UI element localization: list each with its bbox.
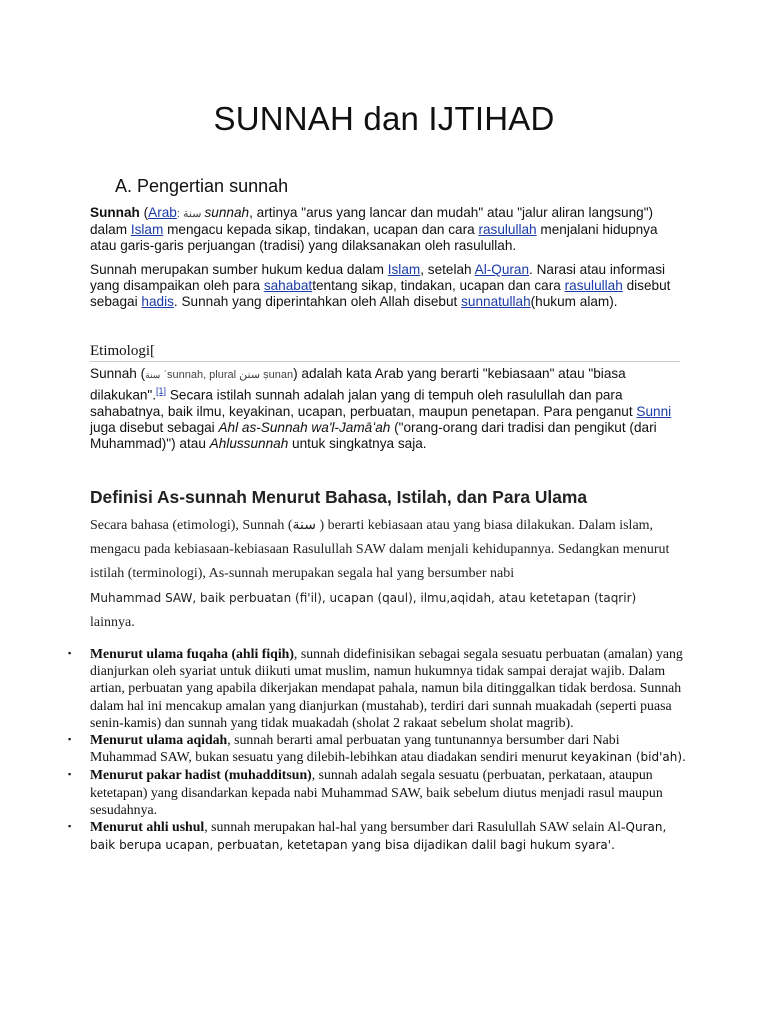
link-sunni[interactable]: Sunni <box>636 403 672 419</box>
text: , artinya "arus yang lancar dan mudah" atau "jalur aliran langsung") dalam <box>90 205 654 237</box>
transliteration: ʾsunnah, plural سنن ṣunan <box>160 369 294 381</box>
list-item-title: Menurut pakar hadist (muhadditsun) <box>90 767 312 783</box>
text: juga disebut sebagai <box>90 419 219 435</box>
text: Sunnah merupakan sumber hukum kedua dalam <box>90 262 388 277</box>
text: Muhammad SAW, baik perbuatan (fi'il), ucapan (qaul), ilmu,aqidah, atau ketetapan (taqrir) <box>90 591 637 605</box>
paragraph-definition <box>90 205 680 254</box>
link-alquran[interactable]: Al-Quran <box>474 262 530 277</box>
text: mengacu kepada sikap, tindakan, ucapan dan cara <box>163 222 479 237</box>
bullet-icon: ▪ <box>68 821 72 832</box>
text: Secara bahasa (etimologi), Sunnah (سنة ) berarti kebiasaan atau yang biasa dilakukan. Dalam islam, mengacu pada kebiasaan-kebiasaan Rasulullah SAW dalam menjali kehidupannya. Sedangkan menurut istilah (terminologi), As-sunnah merupakan segala hal yang bersumber nabi <box>90 518 670 581</box>
text: ("orang-orang dari tradisi dan pengikut (dari Muhammad)") atau <box>90 419 657 451</box>
text: disebut sebagai <box>90 278 671 309</box>
list-item-text: , sunnah adalah segala sesuatu (perbuatan, perkataan, ataupun ketetapan) yang disandarkan kepada nabi Muhammad SAW, baik sebelum diutus menjadi rasul maupun sesudahnya. <box>90 767 663 817</box>
text: tentang sikap, tindakan, ucapan dan cara <box>312 278 565 293</box>
list-item <box>68 818 688 854</box>
list-item <box>68 645 688 731</box>
link-islam-2[interactable]: Islam <box>387 262 421 277</box>
text: , setelah <box>420 262 475 277</box>
text: . Narasi atau informasi yang disampaikan oleh para <box>90 262 666 293</box>
text: (hukum alam). <box>530 294 618 309</box>
arabic-word: سنة <box>145 370 161 380</box>
text: . Sunnah yang diperintahkan oleh Allah disebut <box>173 294 462 309</box>
link-rasulullah[interactable]: rasulullah <box>478 222 537 237</box>
text: ( <box>139 205 149 220</box>
list-item-text: Quran, baik berupa ucapan, perbuatan, ketetapan yang bisa dijadikan dalil bagi hukum syara'. <box>90 820 667 853</box>
text: Sunnah ( <box>90 366 146 381</box>
link-islam[interactable]: Islam <box>130 222 164 237</box>
link-rasulullah-2[interactable]: rasulullah <box>564 278 623 293</box>
list-item-text: , sunnah berarti amal perbuatan yang tuntunannya bersumber dari Nabi Muhammad SAW, bukan sesuatu yang dilebih-lebihkan atau diadakan sendiri menurut <box>90 732 620 765</box>
link-hadis[interactable]: hadis <box>141 294 174 309</box>
list-item-title: Menurut ahli ushul <box>90 819 205 835</box>
text: menjalani hidupnya atau garis-garis perjuangan (tradisi) yang dilaksanakan oleh rasulullah. <box>90 222 658 253</box>
bullet-icon: ▪ <box>68 769 72 780</box>
list-item <box>68 766 688 818</box>
page-title: SUNNAH dan IJTIHAD <box>213 100 555 137</box>
text: ) adalah kata Arab yang berarti "kebiasaan" atau "biasa dilakukan". <box>90 366 626 403</box>
section-heading-pengertian: A. Pengertian sunnah <box>115 176 289 196</box>
bullet-icon: ▪ <box>68 734 72 745</box>
list-item-title: Menurut ulama fuqaha (ahli fiqih) <box>90 646 294 661</box>
arabic-word: : سنة <box>176 208 205 220</box>
etimologi-heading: Etimologi[ <box>90 342 680 362</box>
paragraph-source-of-law <box>90 262 680 310</box>
definition-list <box>68 645 688 854</box>
paragraph-definisi <box>90 514 690 635</box>
list-item-title: Menurut ulama aqidah <box>90 732 228 748</box>
link-arab[interactable]: Arab <box>148 205 177 220</box>
link-sunnatullah[interactable]: sunnatullah <box>461 294 531 309</box>
section-heading-definisi: Definisi As-sunnah Menurut Bahasa, Istilah, dan Para Ulama <box>90 487 588 507</box>
term-ahl-sunnah: Ahl as-Sunnah wa'l-Jamāʻah <box>218 419 391 435</box>
text: untuk singkatnya saja. <box>288 435 427 451</box>
term-ahlussunnah: Ahlussunnah <box>209 435 289 451</box>
list-item-text: , sunnah didefinisikan sebagai segala sesuatu perbuatan (amalan) yang dianjurkan oleh syariat untuk diikuti umat muslim, namun hukumnya tidak sampai derajat wajib. Dalam artian, perbuatan yang apabila dikerjakan mendapat pahala, namun bila ditinggalkan tidak berdosa. Sunnah dalam hal ini mencakup amalan yang dianjurkan (mustahab), terdiri dari sunnah muakadah (seperti puasa senin-kamis) dan sunnah yang tidak muakadah (sholat 2 rakaat sebelum sholat magrib). <box>90 646 683 730</box>
reference-link[interactable]: [1] <box>156 386 167 396</box>
text: lainnya. <box>90 615 135 630</box>
link-sahabat[interactable]: sahabat <box>263 278 313 293</box>
paragraph-etimologi <box>90 366 680 452</box>
text: Secara istilah sunnah adalah jalan yang di tempuh oleh rasulullah dan para sahabatnya, baik ilmu, keyakinan, ucapan, perbuatan, maupun penetapan. Para penganut <box>90 387 637 419</box>
list-item <box>68 731 688 766</box>
term-italic: sunnah <box>204 205 250 220</box>
term-sunnah: Sunnah <box>90 205 140 220</box>
list-item-text: keyakinan (bid'ah). <box>570 750 686 765</box>
list-item-text: , sunnah merupakan hal-hal yang bersumber dari Rasulullah SAW selain Al- <box>204 819 626 835</box>
bullet-icon: ▪ <box>68 648 72 658</box>
